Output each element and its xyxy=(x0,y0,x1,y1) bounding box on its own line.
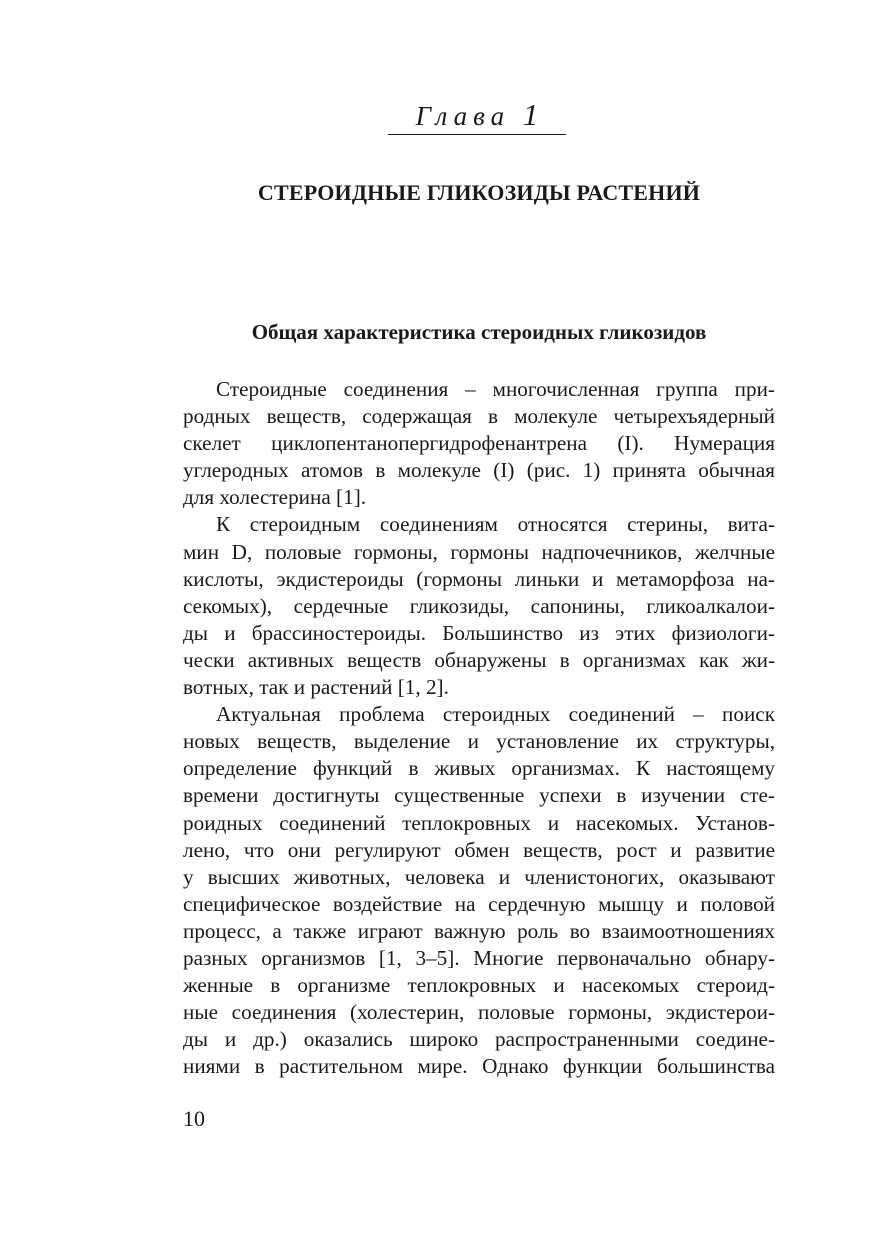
text-line: К стероидным соединениям относятся стерины, вита- xyxy=(216,512,775,537)
text-line: кислоты, экдистероиды (гормоны линьки и метаморфоза на- xyxy=(183,566,775,591)
text-line: женные в организме теплокровных и насекомых стероид- xyxy=(183,973,775,998)
text-line: секомых), сердечные гликозиды, сапонины, гликоалкалои- xyxy=(183,593,775,618)
text-line: у высших животных, человека и членистоногих, оказывают xyxy=(183,864,775,889)
text-line: ды и брассиностероиды. Большинство из этих физиологи- xyxy=(183,620,775,645)
text-line: мин D, половые гормоны, гормоны надпочечников, желчные xyxy=(183,539,775,564)
text-line: новых веществ, выделение и установление их структуры, xyxy=(183,729,775,754)
body-text xyxy=(183,376,775,1080)
text-line: для холестерина [1]. xyxy=(183,485,367,510)
text-line: ниями в растительном мире. Однако функции большинства xyxy=(183,1054,775,1079)
text-line: родных веществ, содержащая в молекуле четырехъядерный xyxy=(183,404,775,429)
text-line: углеродных атомов в молекуле (I) (рис. 1) принята обычная xyxy=(183,458,775,483)
chapter-underline xyxy=(388,134,566,135)
text-line: времени достигнуты существенные успехи в изучении сте- xyxy=(183,783,775,808)
chapter-label xyxy=(388,97,566,134)
text-line: процесс, а также играют важную роль во взаимоотношениях xyxy=(183,918,775,943)
text-line: роидных соединений теплокровных и насекомых. Установ- xyxy=(183,810,775,835)
text-line: ные соединения (холестерин, половые гормоны, экдистерои- xyxy=(183,1000,775,1025)
text-line: чески активных веществ обнаружены в организмах как жи- xyxy=(183,647,775,672)
text-line: Актуальная проблема стероидных соединений – поиск xyxy=(216,702,775,727)
chapter-title: СТЕРОИДНЫЕ ГЛИКОЗИДЫ РАСТЕНИЙ xyxy=(257,180,701,205)
text-line: специфическое воздействие на сердечную мышцу и половой xyxy=(183,891,775,916)
chapter-word: Глава xyxy=(415,101,511,131)
text-line: вотных, так и растений [1, 2]. xyxy=(183,675,449,700)
text-line: лено, что они регулируют обмен веществ, рост и развитие xyxy=(183,837,775,862)
text-line: скелет циклопентанопергидрофенантрена (I). Нумерация xyxy=(183,431,775,456)
text-line: Стероидные соединения – многочисленная группа при- xyxy=(216,377,775,401)
text-line: разных организмов [1, 3–5]. Многие первоначально обнару- xyxy=(183,945,775,970)
chapter-number: 1 xyxy=(522,97,539,132)
page-number: 10 xyxy=(183,1106,205,1131)
text-line: определение функций в живых организмах. К настоящему xyxy=(183,756,775,781)
section-title: Общая характеристика стероидных гликозидов xyxy=(251,320,707,344)
text-line: ды и др.) оказались широко распространенными соедине- xyxy=(183,1027,775,1052)
